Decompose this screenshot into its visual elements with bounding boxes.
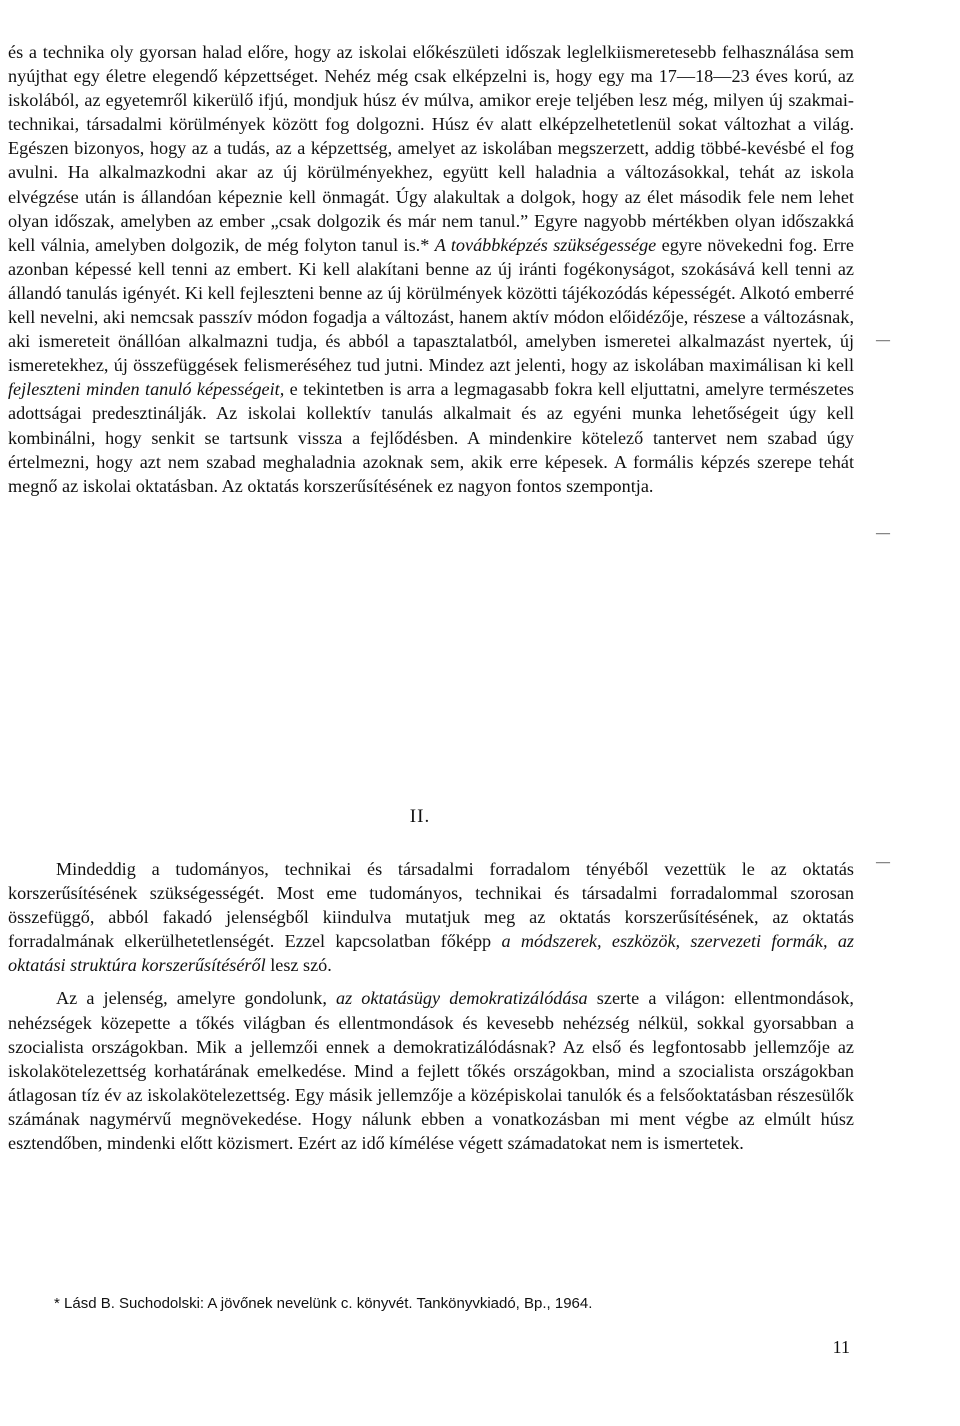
emphasis-text: fejleszteni minden tanuló képességeit, xyxy=(8,379,285,400)
paragraph xyxy=(8,40,854,498)
paragraph-text: e tekintetben is arra a legmagasabb fokra kell eljuttatni, amelyre természetes adottságai predesztinálják. Az iskolai kollektív tanulás alkalmait és az egyéni munka lehetőségeit úgy kell kombinálni, hogy senkit se tartsunk vissza a fejlődésben. A mindenkire kötelező tantervet nem szabad úgy értelmezni, hogy azt nem szabad meghaladnia azoknak sem, akik erre képesek. A formális képzés szerepe tehát megnő az iskolai oktatásban. Az oktatás korszerűsítésének ez nagyon fontos szempontja. xyxy=(8,379,854,496)
paragraph-text: lesz szó. xyxy=(265,955,332,976)
emphasis-text: a módszerek, eszközök, szervezeti formák, az oktatási struktúra korszerűsítéséről xyxy=(8,931,854,976)
section-2-body xyxy=(8,857,854,1155)
emphasis-text: az oktatásügy demokratizálódása xyxy=(336,988,588,1009)
section-1-body xyxy=(8,40,854,498)
paragraph-text: Az a jelenség, amelyre gondolunk, xyxy=(56,988,336,1009)
emphasis-text: A továbbképzés szükségessége xyxy=(434,234,657,255)
margin-mark: — xyxy=(876,333,890,348)
paragraph xyxy=(8,857,854,977)
paragraph-text: Mindeddig a tudományos, technikai és társadalmi forradalom tényéből vezettük le az oktatás korszerűsítésének szükségességét. Most eme tudományos, technikai és társadalmi forradalommal szorosan összefüggő, abból fakadó jelenségből kiindulva mutatjuk meg az oktatás korszerűsítésének, az oktatás forradalmának elkerülhetetlenségét. Ezzel kapcsolatban főképp xyxy=(8,859,854,952)
paragraph-text: szerte a világon: ellentmondások, nehézségek közepette a tőkés világban és ellentmondások és kevesebb nehézség nélkül, sokkal gyorsabban a szocialista országokban. Mik a jellemzői ennek a demokratizálódásnak? Az első és legfontosabb jellemzője az iskolakötelezettség korhatárának emelkedése. Mind a fejlett tőkés országokban, mind a szocialista országokban átlagosan tíz év az iskolakötelezettség. Egy másik jellemzője a középiskolai tanulók és a felsőoktatásban részesülők számának nagymérvű megnövekedése. Hogy nálunk ebben a vonatkozásban mi ment végbe az elmúlt húsz esztendőben, mindenki előtt közismert. Ezért az idő kímélése végett számadatokat nem is ismertetek. xyxy=(8,988,854,1154)
paragraph-text: és a technika oly gyorsan halad előre, hogy az iskolai előkészületi időszak leglelkiismeretesebb felhasználása sem nyújthat egy életre elegendő képzettséget. Nehéz még csak elképzelni is, hogy egy ma 17—18—23 éves korú, az iskolából, az egyetemről kikerülő ifjú, mondjuk húsz év múlva, amikor ereje teljében lesz még, milyen új szakmai-technikai, társadalmi körülmények között fog dolgozni. Húsz év alatt elképzelhetetlenül sokat változhat a világ. Egészen bizonyos, hogy az a tudás, az a képzettség, amelyet az iskolában megszerzett, addig többé-kevésbé el fog avulni. Ha alkalmazkodni akar az új körülményekhez, együtt kell haladnia a változásokkal, tehát az iskola elvégzése után is állandóan képeznie kell önmagát. Úgy alakultak a dolgok, hogy az élet második fele nem lehet olyan időszak, amelyben az ember „csak dolgozik és már nem tanul.” Egyre nagyobb mértékben olyan időszakká kell válnia, amelyben dolgozik, de még folyton tanul is.* xyxy=(8,42,854,255)
margin-mark: — xyxy=(876,855,890,870)
paragraph-text: egyre növekedni fog. Erre azonban képessé kell tenni az embert. Ki kell alakítani benne az új iránti fogékonyságot, szokásává kell tenni az állandó tanulás igényét. Ki kell fejleszteni benne az új körülmények közötti tájékozódás képességét. Alkotó emberré kell nevelni, aki nemcsak passzív módon fogadja a változást, hanem aktív módon előidézője, részese a változásnak, aki ismereteit önállóan alkalmazni tudja, és abból a tapasztalatból, amelyben ismeretei alkalmazást nyertek, új ismeretekhez, új összefüggések felismeréséhez tud jutni. Mindez azt jelenti, hogy az iskolában maximálisan ki kell xyxy=(8,234,854,376)
page-number: 11 xyxy=(832,1337,850,1357)
paragraph xyxy=(8,986,854,1155)
margin-mark: — xyxy=(876,526,890,541)
footnote: * Lásd B. Suchodolski: A jövőnek nevelünk c. könyvét. Tankönyvkiadó, Bp., 1964. xyxy=(54,1295,593,1312)
section-heading: II. xyxy=(409,806,431,827)
